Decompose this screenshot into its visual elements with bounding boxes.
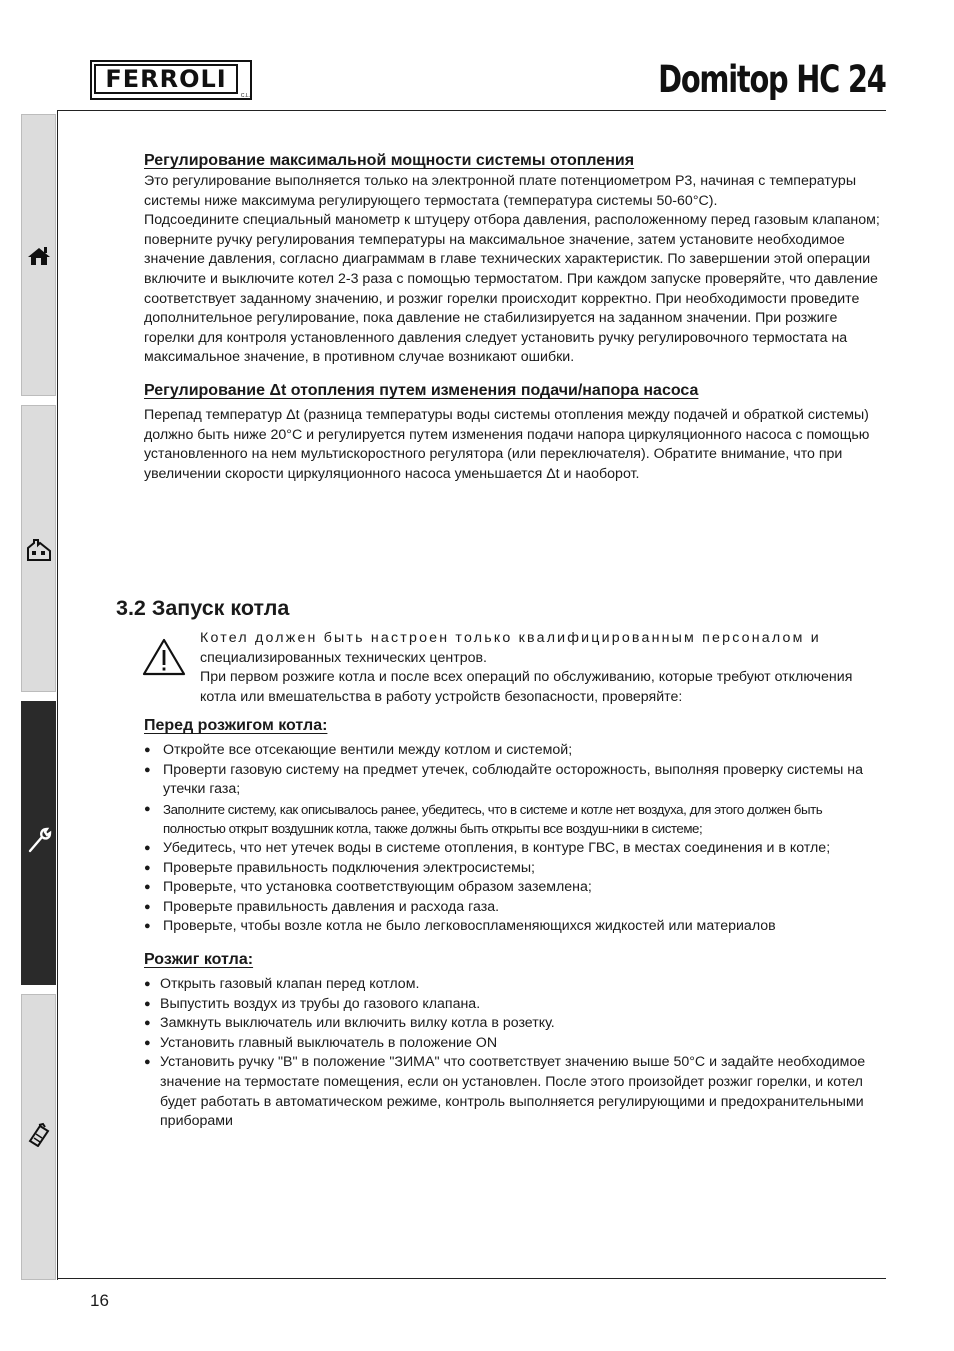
side-tab-service[interactable]	[21, 701, 56, 985]
side-tab-installer[interactable]	[21, 405, 56, 692]
clipboard-icon	[26, 1121, 52, 1147]
section-heading-before-ignition: Перед розжигом котла:	[144, 717, 328, 734]
wrench-icon	[26, 827, 52, 853]
side-tab-user[interactable]	[21, 114, 56, 396]
section-title-startup: 3.2 Запуск котла	[116, 596, 290, 620]
ignition-list	[144, 975, 886, 1132]
section-heading-max-power: Регулирование максимальной мощности системы отопления	[144, 152, 635, 169]
list-item: ● Убедитесь, что нет утечек воды в системе отопления, в контуре ГВС, в местах соединения и в котле;	[144, 839, 886, 859]
paragraph: Подсоедините специальный манометр к штуцеру отбора давления, расположенному перед газовым клапаном; поверните ручку регулирования температуры на максимальное значение, затем установите необходимое значение давления, согласно диаграммам в главе технических характеристик. По завершении этой операции включите и выключите котел 2-3 раза с помощью термостатом. При каждом запуске проверяйте, что давление соответствует заданному значению, и розжиг горелки происходит корректно. При необходимости проведите дополнительное регулирование, пока давление не стабилизируется на заданном значении. При розжиге горелки для контроля установленного давления следует установить ручку регулировочного термостата на максимальное значение, в противном случае возникают ошибки.	[144, 212, 880, 366]
list-item: ● Установить главный выключатель в положение ON	[144, 1034, 886, 1054]
footer-divider	[58, 1278, 886, 1279]
brand-sub: C.L.	[240, 93, 250, 99]
list-item: ● Установить ручку "В" в положение "ЗИМА" что соответствует значению выше 50°С и задайте необходимое значение на термостате помещения, если он установлен. После этого произойдет розжиг горелки, и котел будет работать в автоматическом режиме, контроль выполняется регулирующими и предохранительными приборами	[144, 1053, 886, 1131]
warning-text: Котел должен быть настроен только квалифицированным персоналом и	[200, 630, 821, 646]
house-icon	[26, 243, 52, 269]
list-item: ● Замкнуть выключатель или включить вилку котла в розетку.	[144, 1014, 886, 1034]
paragraph: Это регулирование выполняется только на электронной плате потенциометром P3, начиная с температуры системы ниже максимума регулирующего термостата (температура системы 50-60°С).	[144, 173, 857, 209]
header-divider	[58, 110, 886, 111]
list-item: ● Проверьте правильность подключения электросистемы;	[144, 859, 886, 879]
model-title: Domitop HC 24	[658, 58, 886, 101]
list-item: ● Заполните систему, как описывалось ранее, убедитесь, что в системе и котле нет воздуха, для этого должен быть полностью открыт воздушник котла, также должны быть открыты все воздуш-ники в системе;	[144, 800, 886, 839]
page-number: 16	[90, 1291, 109, 1310]
ferroli-logo	[90, 60, 252, 100]
brand-name: FERROLI	[94, 64, 238, 94]
warning-text: При первом розжиге котла и после всех операций по обслуживанию, которые требуют отключения котла или вмешательства в работу устройств безопасности, проверяйте:	[200, 669, 853, 705]
section-heading-delta-t: Регулирование Δt отопления путем изменения подачи/напора насоса	[144, 381, 699, 399]
before-ignition-list	[144, 741, 886, 937]
list-item: ● Выпустить воздух из трубы до газового клапана.	[144, 995, 886, 1015]
before-ignition-block	[144, 715, 886, 1132]
warning-block	[200, 629, 886, 707]
list-item: ● Проверьте, что установка соответствующим образом заземлена;	[144, 878, 886, 898]
margin-divider	[57, 110, 58, 1280]
list-item: ● Откройте все отсекающие вентили между котлом и системой;	[144, 741, 886, 761]
list-item: ● Проверьте правильность давления и расхода газа.	[144, 898, 886, 918]
list-item: ● Проверти газовую систему на предмет утечек, соблюдайте осторожность, выполняя проверку системы на утечки газа;	[144, 761, 886, 800]
paragraph: Перепад температур Δt (разница температуры воды системы отопления между подачей и обраткой системы) должно быть ниже 20°С и регулируется путем изменения подачи напора циркуляционного насоса с помощью установленного на нем мультискоростного регулятора (или переключателя). Обратите внимание, что при увеличении скорости циркуляционного насоса уменьшается Δt и наоборот.	[144, 406, 870, 482]
list-item: ● Открыть газовый клапан перед котлом.	[144, 975, 886, 995]
side-tab-technical[interactable]	[21, 994, 56, 1280]
warning-icon	[142, 638, 186, 676]
main-content	[144, 150, 886, 484]
section-heading-ignition: Розжиг котла:	[144, 950, 254, 968]
list-item: ● Проверьте, чтобы возле котла не было легковоспламеняющихся жидкостей или материалов	[144, 917, 886, 937]
warning-text: специализированных технических центров.	[200, 649, 487, 666]
building-icon	[26, 536, 52, 562]
